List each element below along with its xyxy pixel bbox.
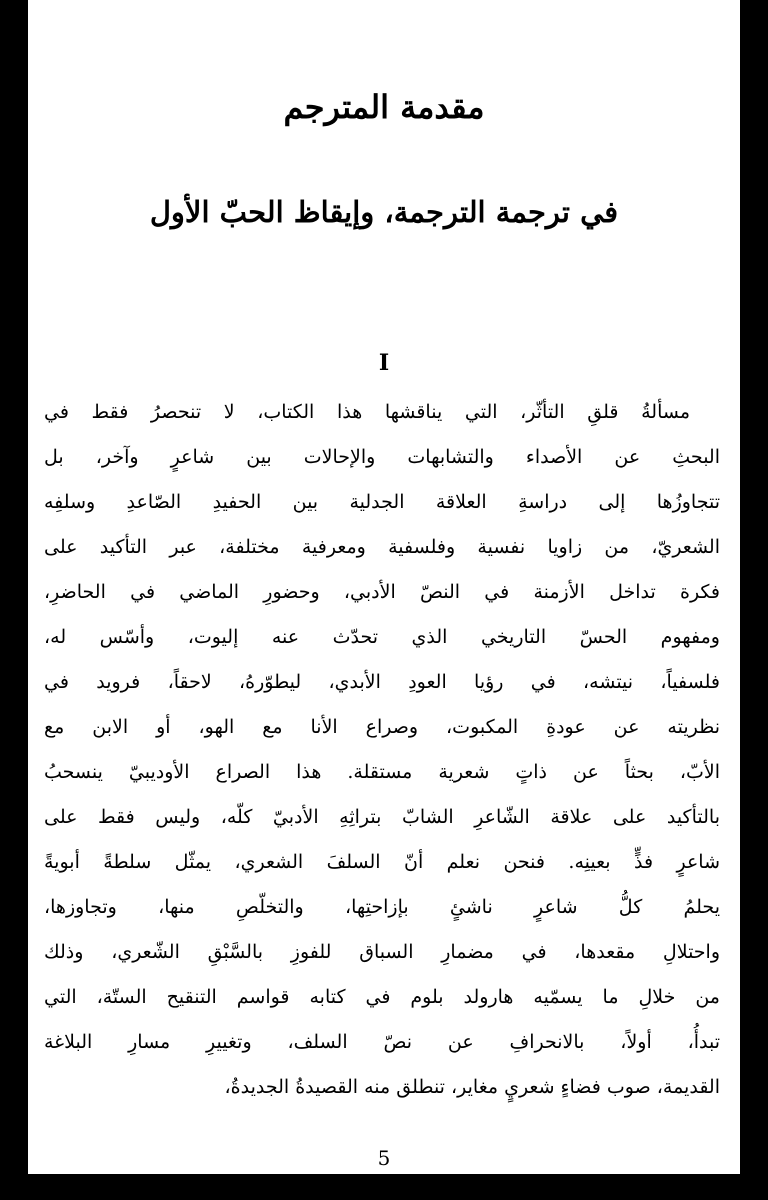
text-line: بالتأكيد على علاقة الشّاعرِ الشابّ بتراثِهِ الأدبيّ كلّه، وليس فقط على	[44, 806, 720, 828]
book-page	[28, 0, 740, 1174]
text-line: فكرة تداخل الأزمنة في النصّ الأدبي، وحضورِ الماضي في الحاضرِ،	[44, 581, 720, 603]
text-line: مسألةُ قلقِ التأثّر، التي يناقشها هذا الكتاب، لا تنحصرُ فقط في	[44, 401, 690, 423]
text-line: الشعريّ، من زاويا نفسية وفلسفية ومعرفية مختلفة، عبر التأكيد على	[44, 536, 720, 558]
text-line: واحتلالِ مقعدها، في مضمارِ السباق للفوزِ بالسَّبْقِ الشّعري، وذلك	[44, 941, 720, 963]
chapter-title: مقدمة المترجم	[283, 88, 485, 126]
text-line: تبدأُ، أولاً، بالانحرافِ عن نصّ السلف، وتغييرِ مسارِ البلاغة	[44, 1031, 720, 1053]
chapter-subtitle: في ترجمة الترجمة، وإيقاظ الحبّ الأول	[149, 195, 619, 229]
text-line: شاعرٍ فذٍّ بعينِه. فنحن نعلم أنّ السلفَ الشعري، يمثّل سلطةً أبويةً	[44, 851, 720, 873]
text-line: من خلالِ ما يسمّيه هارولد بلوم في كتابه قواسم التنقيح الستّة، التي	[44, 986, 720, 1008]
text-line: يحلمُ كلُّ شاعرٍ ناشئٍ بإزاحتِها، والتخلّصِ منها، وتجاوزها،	[44, 896, 720, 918]
text-line: نظريته عن عودةِ المكبوت، وصراع الأنا مع الهو، أو الابن مع	[44, 716, 720, 738]
section-number: I	[378, 350, 390, 376]
text-line: الأبّ، بحثاً عن ذاتٍ شعرية مستقلة. هذا الصراع الأوديبيّ ينسحبُ	[44, 761, 720, 783]
text-line: فلسفياً، نيتشه، في رؤيا العودِ الأبدي، ليطوّرهُ، لاحقاً، فرويد في	[44, 671, 720, 693]
text-line: القديمة، صوب فضاءٍ شعريٍ مغاير، تنطلق منه القصيدةُ الجديدةُ،	[224, 1076, 720, 1098]
text-line: البحثِ عن الأصداء والتشابهات والإحالات بين شاعرٍ وآخر، بل	[44, 446, 720, 468]
page-number: 5	[377, 1146, 391, 1170]
text-line: تتجاوزُها إلى دراسةِ العلاقة الجدلية بين الحفيدِ الصّاعدِ وسلفِه	[44, 491, 720, 513]
body-text	[44, 390, 720, 1110]
text-line: ومفهوم الحسّ التاريخي الذي تحدّث عنه إليوت، وأسّس له،	[44, 626, 720, 648]
